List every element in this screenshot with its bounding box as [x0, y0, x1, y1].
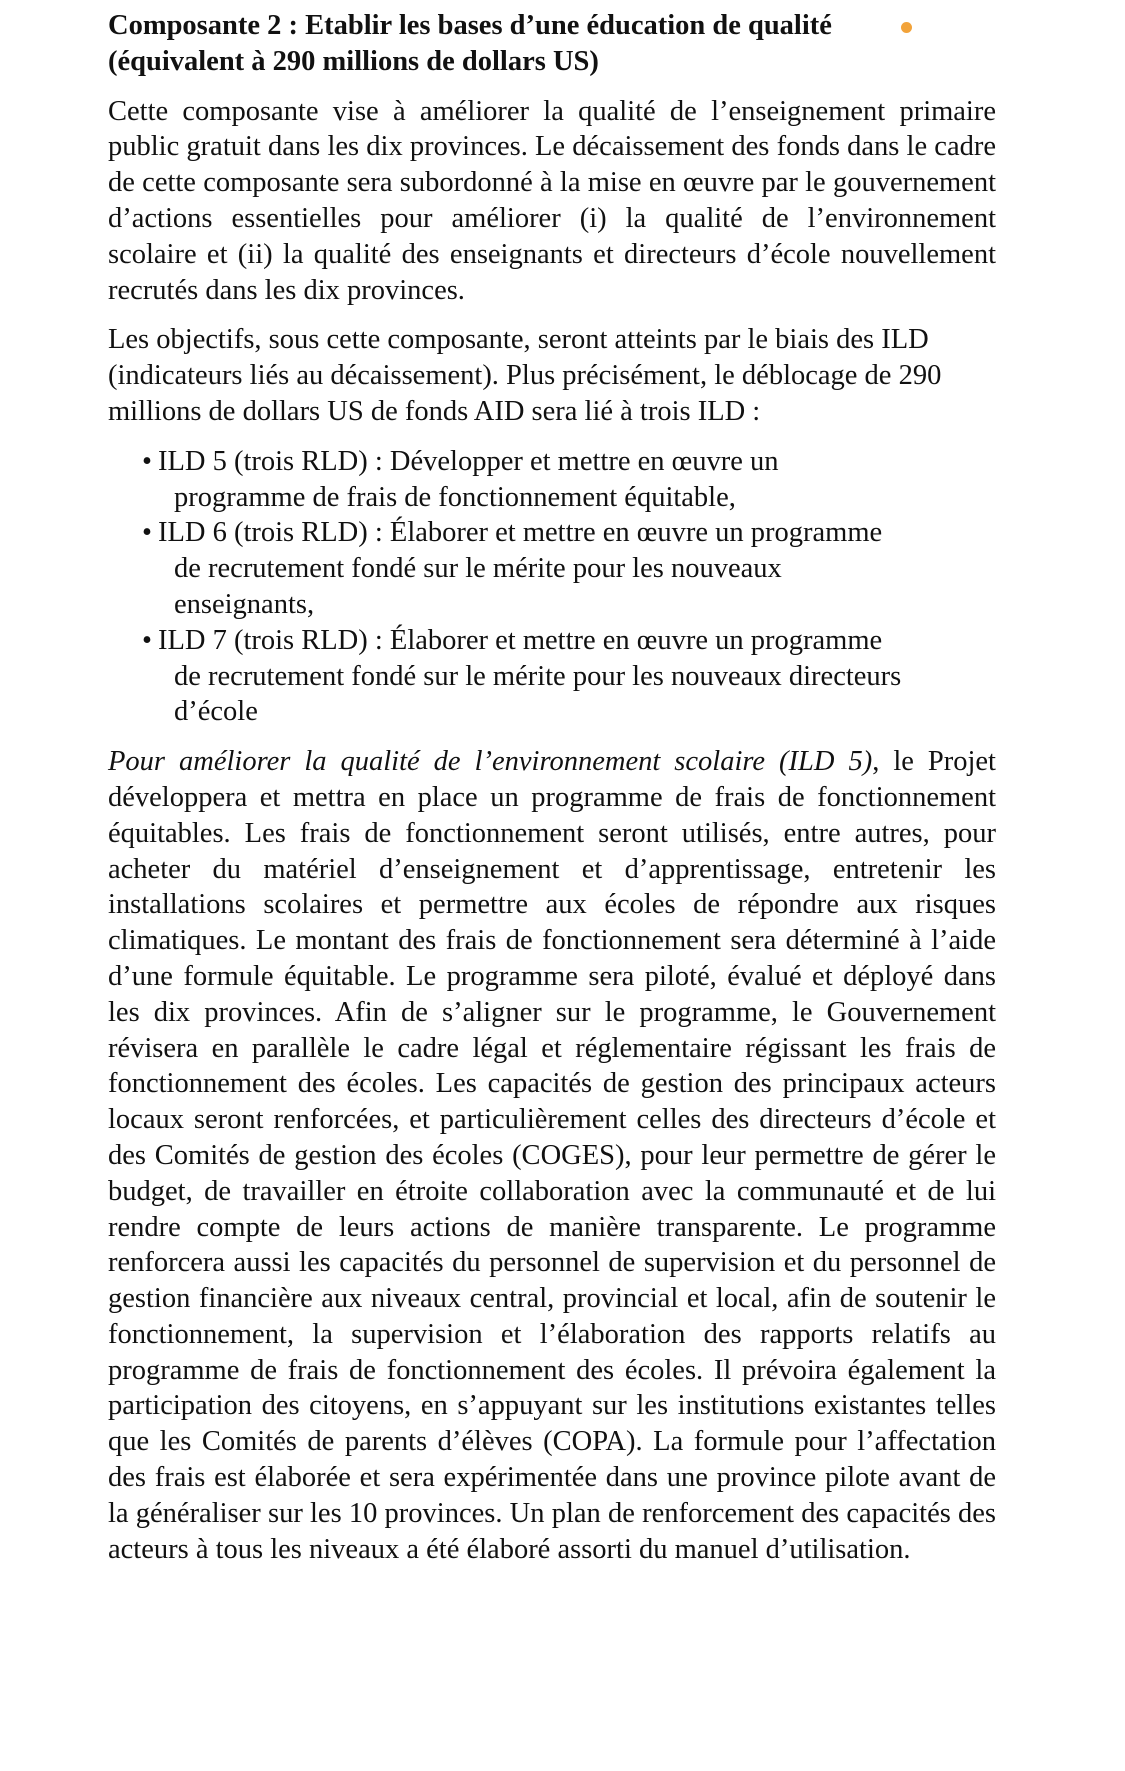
list-item-text: ILD 7 (trois RLD) : Élaborer et mettre en œuvre un programme — [158, 624, 883, 656]
list-item-text: d’école — [174, 696, 258, 728]
list-item-text: enseignants, — [174, 588, 315, 620]
heading-subtitle: (équivalent à 290 millions de dollars US) — [108, 45, 599, 77]
list-item-text: ILD 5 (trois RLD) : Développer et mettre en œuvre un — [158, 445, 779, 477]
document-page — [108, 8, 996, 1581]
paragraph-body: , le Projet développera et mettra en place un programme de frais de fonctionnement équitables. Les frais de fonctionnement seront utilisés, entre autres, pour acheter du matériel d’enseignement et d’apprentissage, entretenir les installations scolaires et permettre aux écoles de répondre aux risques climatiques. Le montant des frais de fonctionnement sera déterminé à l’aide d’une formule équitable. Le programme sera piloté, évalué et déployé dans les dix provinces. Afin de s’aligner sur le programme, le Gouvernement révisera en parallèle le cadre légal et réglementaire régissant les frais de fonctionnement des écoles. Les capacités de gestion des principaux acteurs locaux seront renforcées, et particulièrement celles des directeurs d’école et des Comités de gestion des écoles (COGES), pour leur permettre de gérer le budget, de travailler en étroite collaboration avec la communauté et de lui rendre compte de leurs actions de manière transparente. Le programme renforcera aussi les capacités du personnel de supervision et du personnel de gestion financière aux niveaux central, provincial et local, afin de soutenir le fonctionnement, la supervision et l’élaboration des rapports relatifs au programme de frais de fonctionnement des écoles. Il prévoira également la participation des citoyens, en s’appuyant sur les institutions existantes telles que les Comités de parents d’élèves (COPA). La formule pour l’affectation des frais est élaborée et sera expérimentée dans une province pilote avant de la généraliser sur les 10 provinces. Un plan de renforcement des capacités des acteurs à tous les niveaux a été élaboré assorti du manuel d’utilisation. — [108, 746, 996, 1565]
list-item-ild5 — [142, 444, 996, 516]
bullet-icon: • — [142, 517, 152, 549]
heading-title: Composante 2 : Etablir les bases d’une éducation de qualité — [108, 10, 832, 41]
section-heading — [108, 8, 996, 80]
list-item-text: programme de frais de fonctionnement équitable, — [174, 481, 736, 513]
list-item-text: de recrutement fondé sur le mérite pour les nouveaux — [174, 553, 782, 585]
list-item-text: de recrutement fondé sur le mérite pour les nouveaux directeurs — [174, 660, 902, 692]
paragraph-ild5-details — [108, 744, 996, 1567]
list-item-text: ILD 6 (trois RLD) : Élaborer et mettre en œuvre un programme — [158, 517, 883, 549]
italic-lead: Pour améliorer la qualité de l’environnement scolaire (ILD 5) — [108, 746, 873, 778]
paragraph-objectives: Les objectifs, sous cette composante, seront atteints par le biais des ILD (indicateurs liés au décaissement). Plus précisément, le déblocage de 290 millions de dollars US de fonds AID sera lié à trois ILD : — [108, 324, 942, 427]
list-item-ild7 — [142, 623, 996, 730]
annotation-marker-icon — [901, 22, 912, 33]
list-item-ild6 — [142, 515, 996, 622]
bullet-icon: • — [142, 445, 152, 477]
paragraph-intro: Cette composante vise à améliorer la qualité de l’enseignement primaire public gratuit dans les dix provinces. Le décaissement des fonds dans le cadre de cette composante sera subordonné à la mise en œuvre par le gouvernement d’actions essentielles pour améliorer (i) la qualité de l’environnement scolaire et (ii) la qualité des enseignants et directeurs d’école nouvellement recrutés dans les dix provinces. — [108, 95, 996, 306]
ild-list — [108, 444, 996, 730]
bullet-icon: • — [142, 624, 152, 656]
